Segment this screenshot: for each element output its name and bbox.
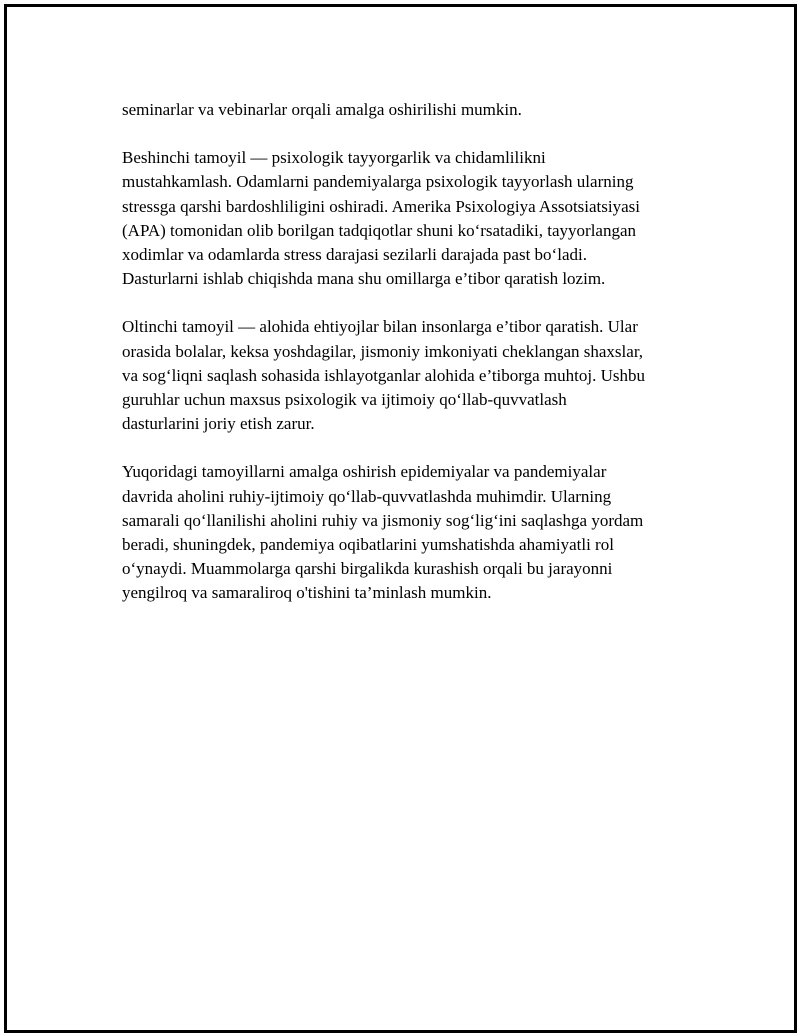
text-line: orasida bolalar, keksa yoshdagilar, jismoniy imkoniyati cheklangan shaxslar, [122,341,644,361]
text-line: xodimlar va odamlarda stress darajasi sezilarli darajada past boʻladi. [122,245,587,265]
paragraph-conclusion [122,460,702,605]
text-line: Dasturlarni ishlab chiqishda mana shu omillarga e’tibor qaratish lozim. [122,269,606,289]
text-line: yengilroq va samaraliroq o'tishini ta’minlash mumkin. [122,583,492,603]
text-line: Beshinchi tamoyil — psixologik tayyorgarlik va chidamlilikni [122,148,546,168]
text-line: beradi, shuningdek, pandemiya oqibatlarini yumshatishda ahamiyatli rol [122,535,614,555]
text-line: (APA) tomonidan olib borilgan tadqiqotlar shuni koʻrsatadiki, tayyorlangan [122,220,637,240]
paragraph-fifth-principle [122,146,702,291]
text-line: samarali qoʻllanilishi aholini ruhiy va jismoniy sogʻligʻini saqlashga yordam [122,510,644,530]
paragraph-sixth-principle [122,315,702,436]
text-line: oʻynaydi. Muammolarga qarshi birgalikda kurashish orqali bu jarayonni [122,559,613,579]
text-line: guruhlar uchun maxsus psixologik va ijtimoiy qoʻllab-quvvatlash [122,390,567,410]
paragraph-continuation [122,98,702,122]
page-frame [4,4,797,1033]
text-line: Oltinchi tamoyil — alohida ehtiyojlar bilan insonlarga e’tibor qaratish. Ular [122,317,638,337]
text-line: stressga qarshi bardoshliligini oshiradi. Amerika Psixologiya Assotsiatsiyasi [122,196,640,216]
text-line: va sogʻliqni saqlash sohasida ishlayotganlar alohida e’tiborga muhtoj. Ushbu [122,365,645,385]
document-body [122,98,702,630]
text-line: davrida aholini ruhiy-ijtimoiy qoʻllab-quvvatlashda muhimdir. Ularning [122,486,612,506]
text-line: Yuqoridagi tamoyillarni amalga oshirish epidemiyalar va pandemiyalar [122,462,607,482]
text-line: mustahkamlash. Odamlarni pandemiyalarga psixologik tayyorlash ularning [122,172,634,192]
text-line: seminarlar va vebinarlar orqali amalga oshirilishi mumkin. [122,100,522,119]
text-line: dasturlarini joriy etish zarur. [122,414,315,434]
